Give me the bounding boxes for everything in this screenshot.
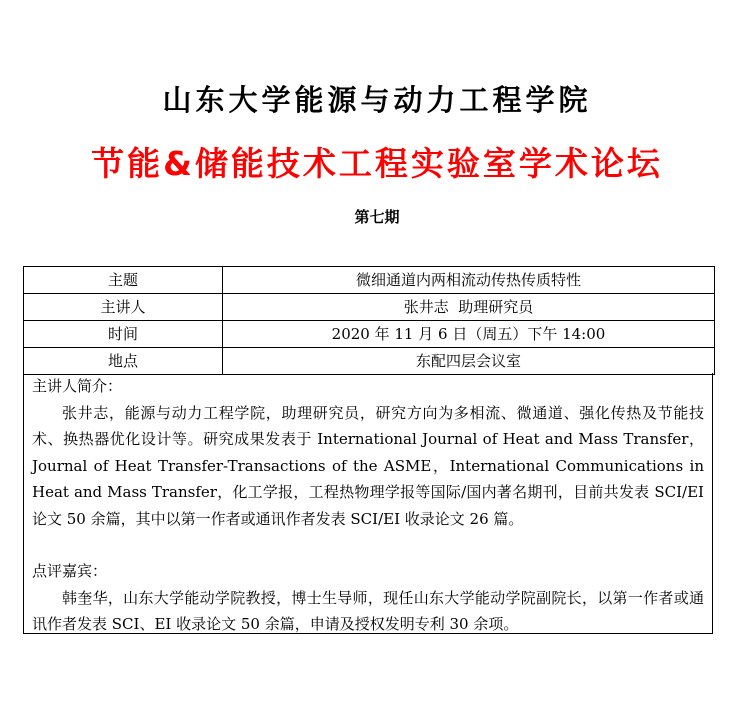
location-value: 东配四层会议室 — [223, 348, 715, 375]
section-spacer — [32, 532, 704, 558]
topic-label: 主题 — [24, 267, 223, 294]
topic-value: 微细通道内两相流动传热传质特性 — [223, 267, 715, 294]
table-row-location — [24, 348, 715, 375]
table-row-speaker — [24, 294, 715, 321]
location-label: 地点 — [24, 348, 223, 375]
speaker-value: 张井志 助理研究员 — [223, 294, 715, 321]
speaker-label: 主讲人 — [24, 294, 223, 321]
info-table — [23, 266, 715, 375]
speaker-bio-heading: 主讲人简介： — [32, 377, 123, 395]
time-value: 2020 年 11 月 6 日（周五）下午 14:00 — [223, 321, 715, 348]
bio-section — [23, 373, 713, 634]
time-label: 时间 — [24, 321, 223, 348]
reviewer-text: 韩奎华，山东大学能动学院教授，博士生导师，现任山东大学能动学院副院长，以第一作者或通讯作者发表 SCI、EI 收录论文 50 余篇，申请及授权发明专利 30 余项。 — [32, 588, 704, 633]
table-row-topic — [24, 267, 715, 294]
reviewer-heading: 点评嘉宾： — [32, 562, 108, 580]
issue-number: 第七期 — [354, 208, 400, 226]
forum-title: 节能&储能技术工程实验室学术论坛 — [91, 144, 663, 183]
institution-title: 山东大学能源与动力工程学院 — [162, 83, 592, 117]
table-row-time — [24, 321, 715, 348]
speaker-bio-text: 张井志，能源与动力工程学院，助理研究员，研究方向为多相流、微通道、强化传热及节能技术、换热器优化设计等。研究成果发表于 International Journal of Heat and Mass Transfer，Journal of Heat Transfer-Transactions of the ASME，International Communications in Heat and Mass Transfer，化工学报，工程热物理学报等国际/国内著名期刊，目前共发表 SCI/EI 论文 50 余篇，其中以第一作者或通讯作者发表 SCI/EI 收录论文 26 篇。 — [32, 403, 704, 528]
